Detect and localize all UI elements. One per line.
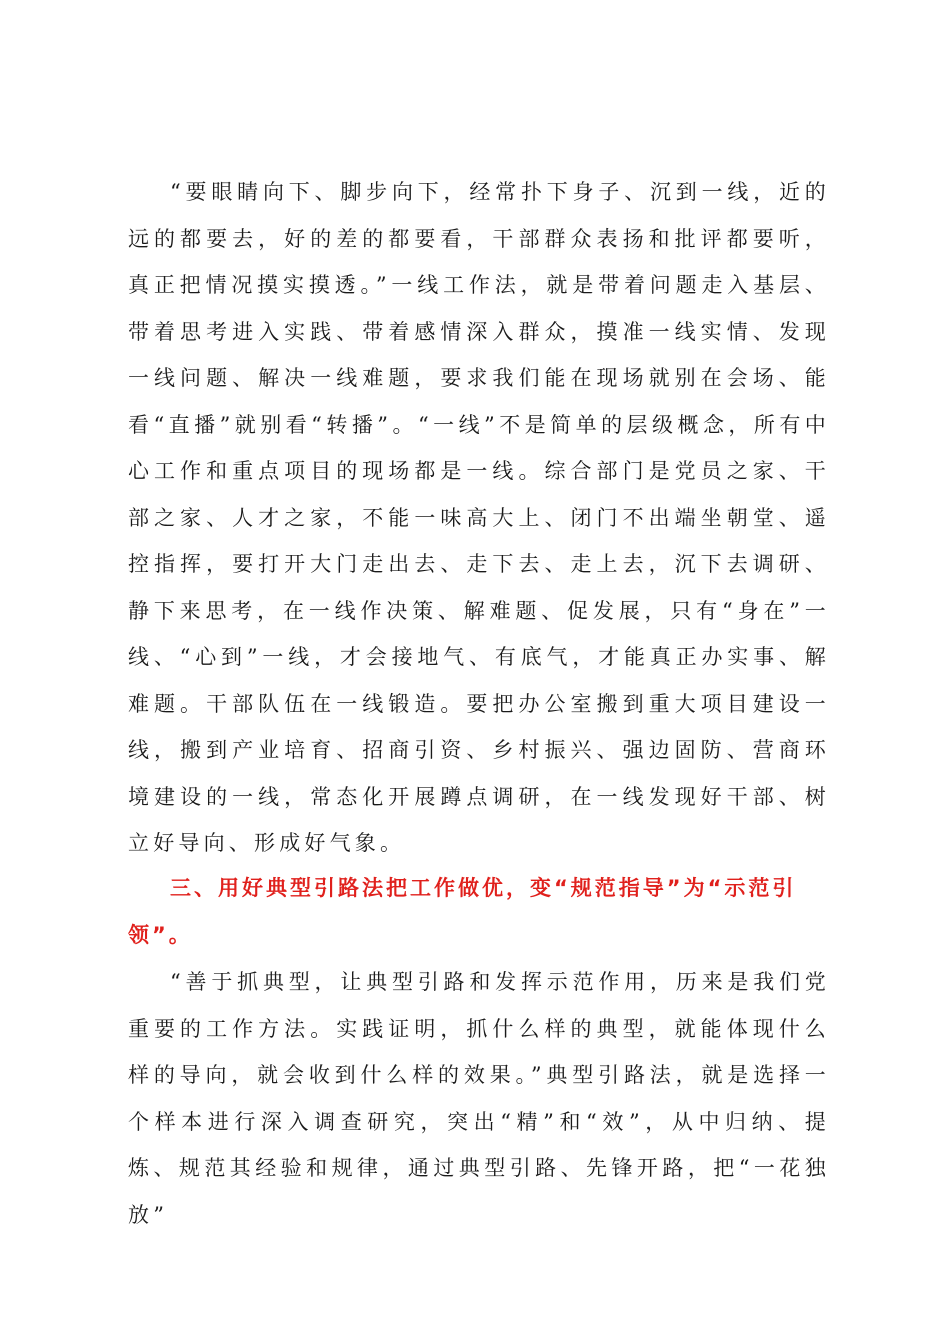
body-paragraph-1: “要眼睛向下、脚步向下，经常扑下身子、沉到一线，近的远的都要去，好的差的都要看，干部群众表扬和批评都要听，真正把情况摸实摸透。”一线工作法，就是带着问题走入基层、带着思考进入实践、带着感情深入群众，摸准一线实情、发现一线问题、解决一线难题，要求我们能在现场就别在会场、能看“直播”就别看“转播”。“一线”不是简单的层级概念，所有中心工作和重点项目的现场都是一线。综合部门是党员之家、干部之家、人才之家，不能一味高大上、闭门不出端坐朝堂、遥控指挥，要打开大门走出去、走下去、走上去，沉下去调研、静下来思考，在一线作决策、解难题、促发展，只有“身在”一线、“心到”一线，才会接地气、有底气，才能真正办实事、解难题。干部队伍在一线锻造。要把办公室搬到重大项目建设一线，搬到产业培育、招商引资、乡村振兴、强边固防、营商环境建设的一线，常态化开展蹲点调研，在一线发现好干部、树立好导向、形成好气象。 (128, 180, 830, 855)
body-paragraph-2: “善于抓典型，让典型引路和发挥示范作用，历来是我们党重要的工作方法。实践证明，抓什么样的典型，就能体现什么样的导向，就会收到什么样的效果。”典型引路法，就是选择一个样本进行深入调查研究，突出“精”和“效”，从中归纳、提炼、规范其经验和规律，通过典型引路、先锋开路，把“一花独放” (128, 970, 830, 1227)
section-heading: 三、用好典型引路法把工作做优，变“规范指导”为“示范引领”。 (128, 876, 797, 947)
